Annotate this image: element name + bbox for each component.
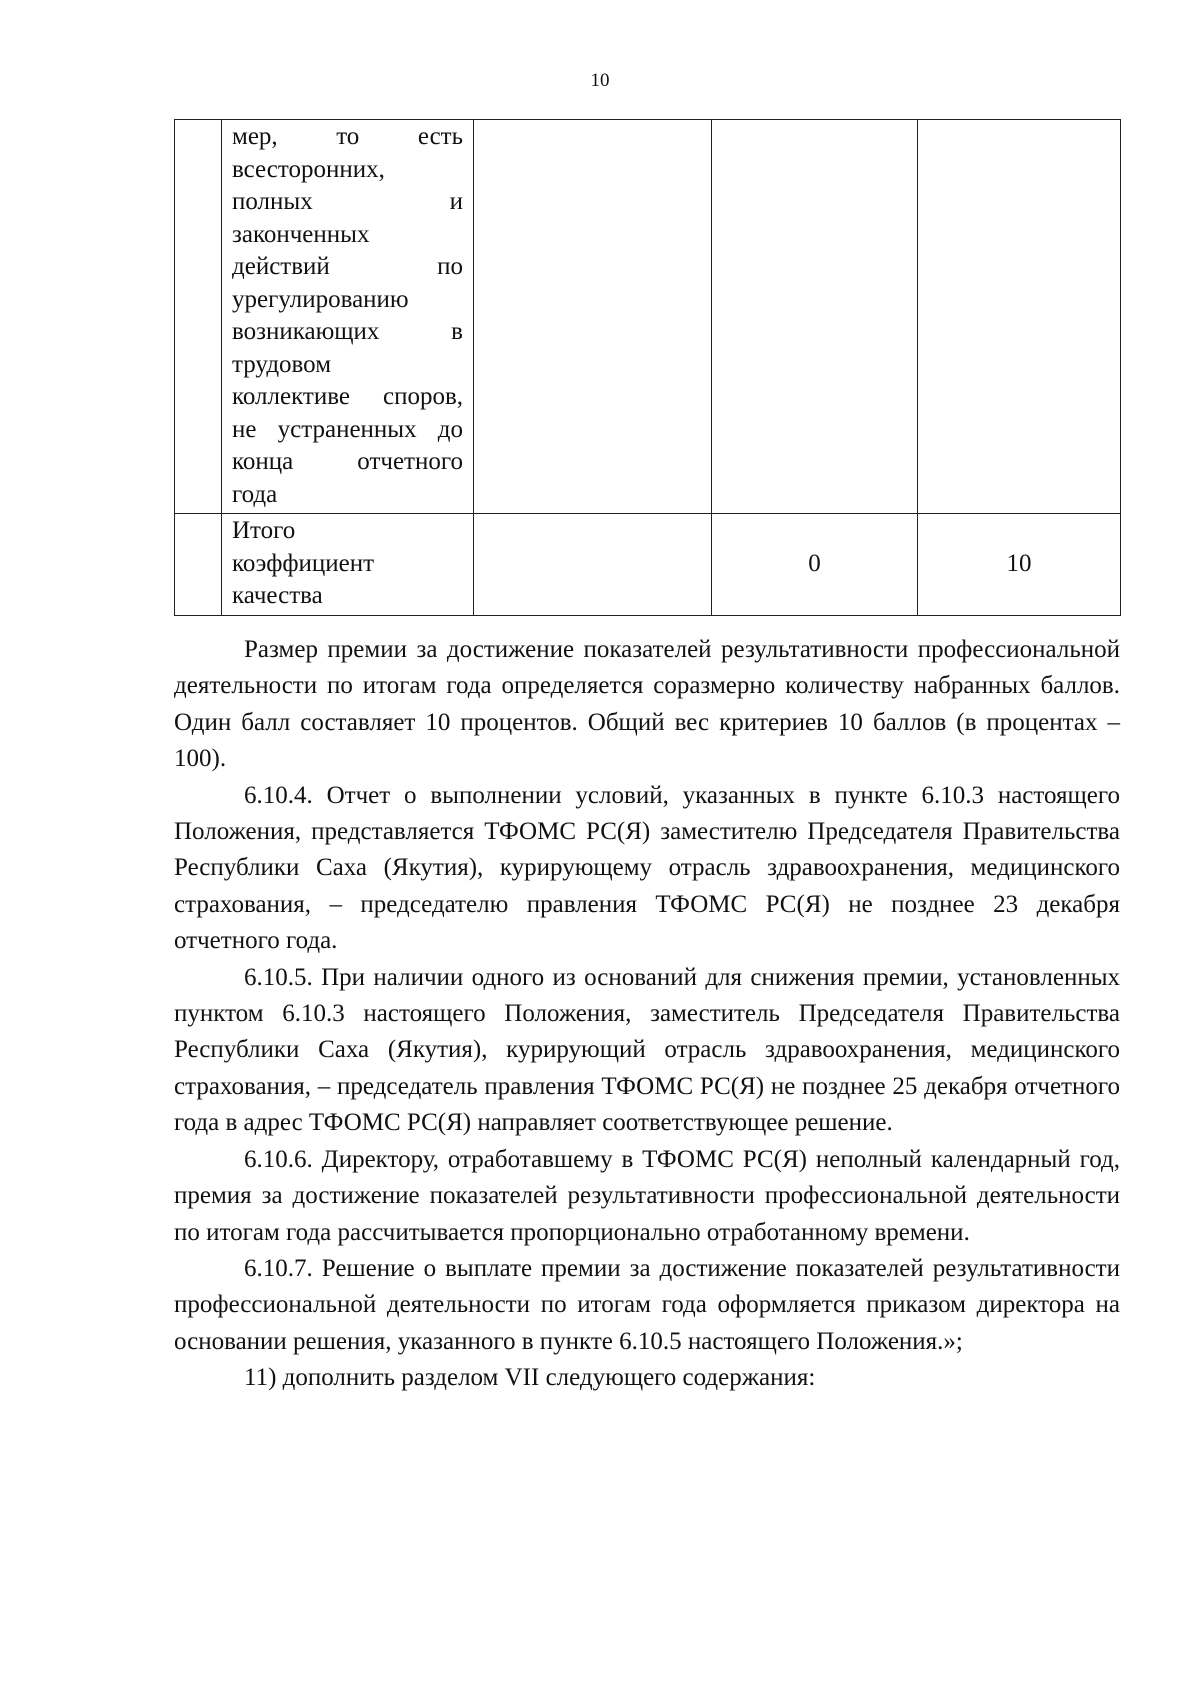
cell-line: всесторонних, <box>232 155 385 183</box>
cell-line: Итого <box>232 517 296 544</box>
paragraph-6-10-7: 6.10.7. Решение о выплате премии за достижение показателей результативности профессиональной деятельности по итогам года оформляется приказом директора на основании решения, указанного в пункте 6.10.5 настоящего Положения.»; <box>174 1254 1120 1355</box>
cell-line: полных и <box>232 188 463 215</box>
table-cell-total-label <box>222 514 474 616</box>
table-cell-criterion <box>222 120 474 514</box>
table-cell-total-value: 0 <box>712 514 918 616</box>
table-cell-number <box>175 120 222 514</box>
cell-line: конца отчетного <box>232 448 463 475</box>
cell-line: трудовом <box>232 350 332 378</box>
cell-line: урегулированию <box>232 285 409 313</box>
cell-line: коэффициент <box>232 549 375 577</box>
cell-line: года <box>232 480 278 508</box>
document-body <box>174 632 1120 1397</box>
cell-line: мер, то есть <box>232 123 463 150</box>
paragraph-6-10-5: 6.10.5. При наличии одного из оснований для снижения премии, установленных пунктом 6.10.3 настоящего Положения, заместитель Председателя Правительства Республики Саха (Якутия), курирующий отрасль здравоохранения, медицинского страхования, – председатель правления ТФОМС РС(Я) не позднее 25 декабря отчетного года в адрес ТФОМС РС(Я) направляет соответствующее решение. <box>174 963 1120 1137</box>
cell-line: коллективе споров, <box>232 383 463 410</box>
cell-line: качества <box>232 582 323 609</box>
cell-line: действий по <box>232 253 463 280</box>
table-cell-max-value: 10 <box>918 514 1121 616</box>
table-cell-empty <box>474 120 712 514</box>
table-cell-empty <box>474 514 712 616</box>
cell-line: возникающих в <box>232 318 463 345</box>
table-cell-number <box>175 514 222 616</box>
table-row-total <box>175 514 1121 616</box>
criteria-table <box>174 119 1121 616</box>
paragraph-6-10-6: 6.10.6. Директору, отработавшему в ТФОМС РС(Я) неполный календарный год, премия за достижение показателей результативности профессиональной деятельности по итогам года рассчитывается пропорционально отработанному времени. <box>174 1145 1120 1246</box>
paragraph-6-10-4: 6.10.4. Отчет о выполнении условий, указанных в пункте 6.10.3 настоящего Положения, представляется ТФОМС РС(Я) заместителю Председателя Правительства Республики Саха (Якутия), курирующему отрасль здравоохранения, медицинского страхования, – председателю правления ТФОМС РС(Я) не позднее 23 декабря отчетного года. <box>174 781 1120 955</box>
cell-line: законченных <box>232 220 370 248</box>
cell-line: не устраненных до <box>232 415 463 443</box>
paragraph-bonus-size: Размер премии за достижение показателей результативности профессиональной деятельности по итогам года определяется соразмерно количеству набранных баллов. Один балл составляет 10 процентов. Общий вес критериев 10 баллов (в процентах – 100). <box>174 636 1120 773</box>
table-cell-empty <box>712 120 918 514</box>
table-row <box>175 120 1121 514</box>
table-cell-empty <box>918 120 1121 514</box>
page-number: 10 <box>590 70 610 91</box>
paragraph-item-11: 11) дополнить разделом VII следующего содержания: <box>244 1364 816 1392</box>
